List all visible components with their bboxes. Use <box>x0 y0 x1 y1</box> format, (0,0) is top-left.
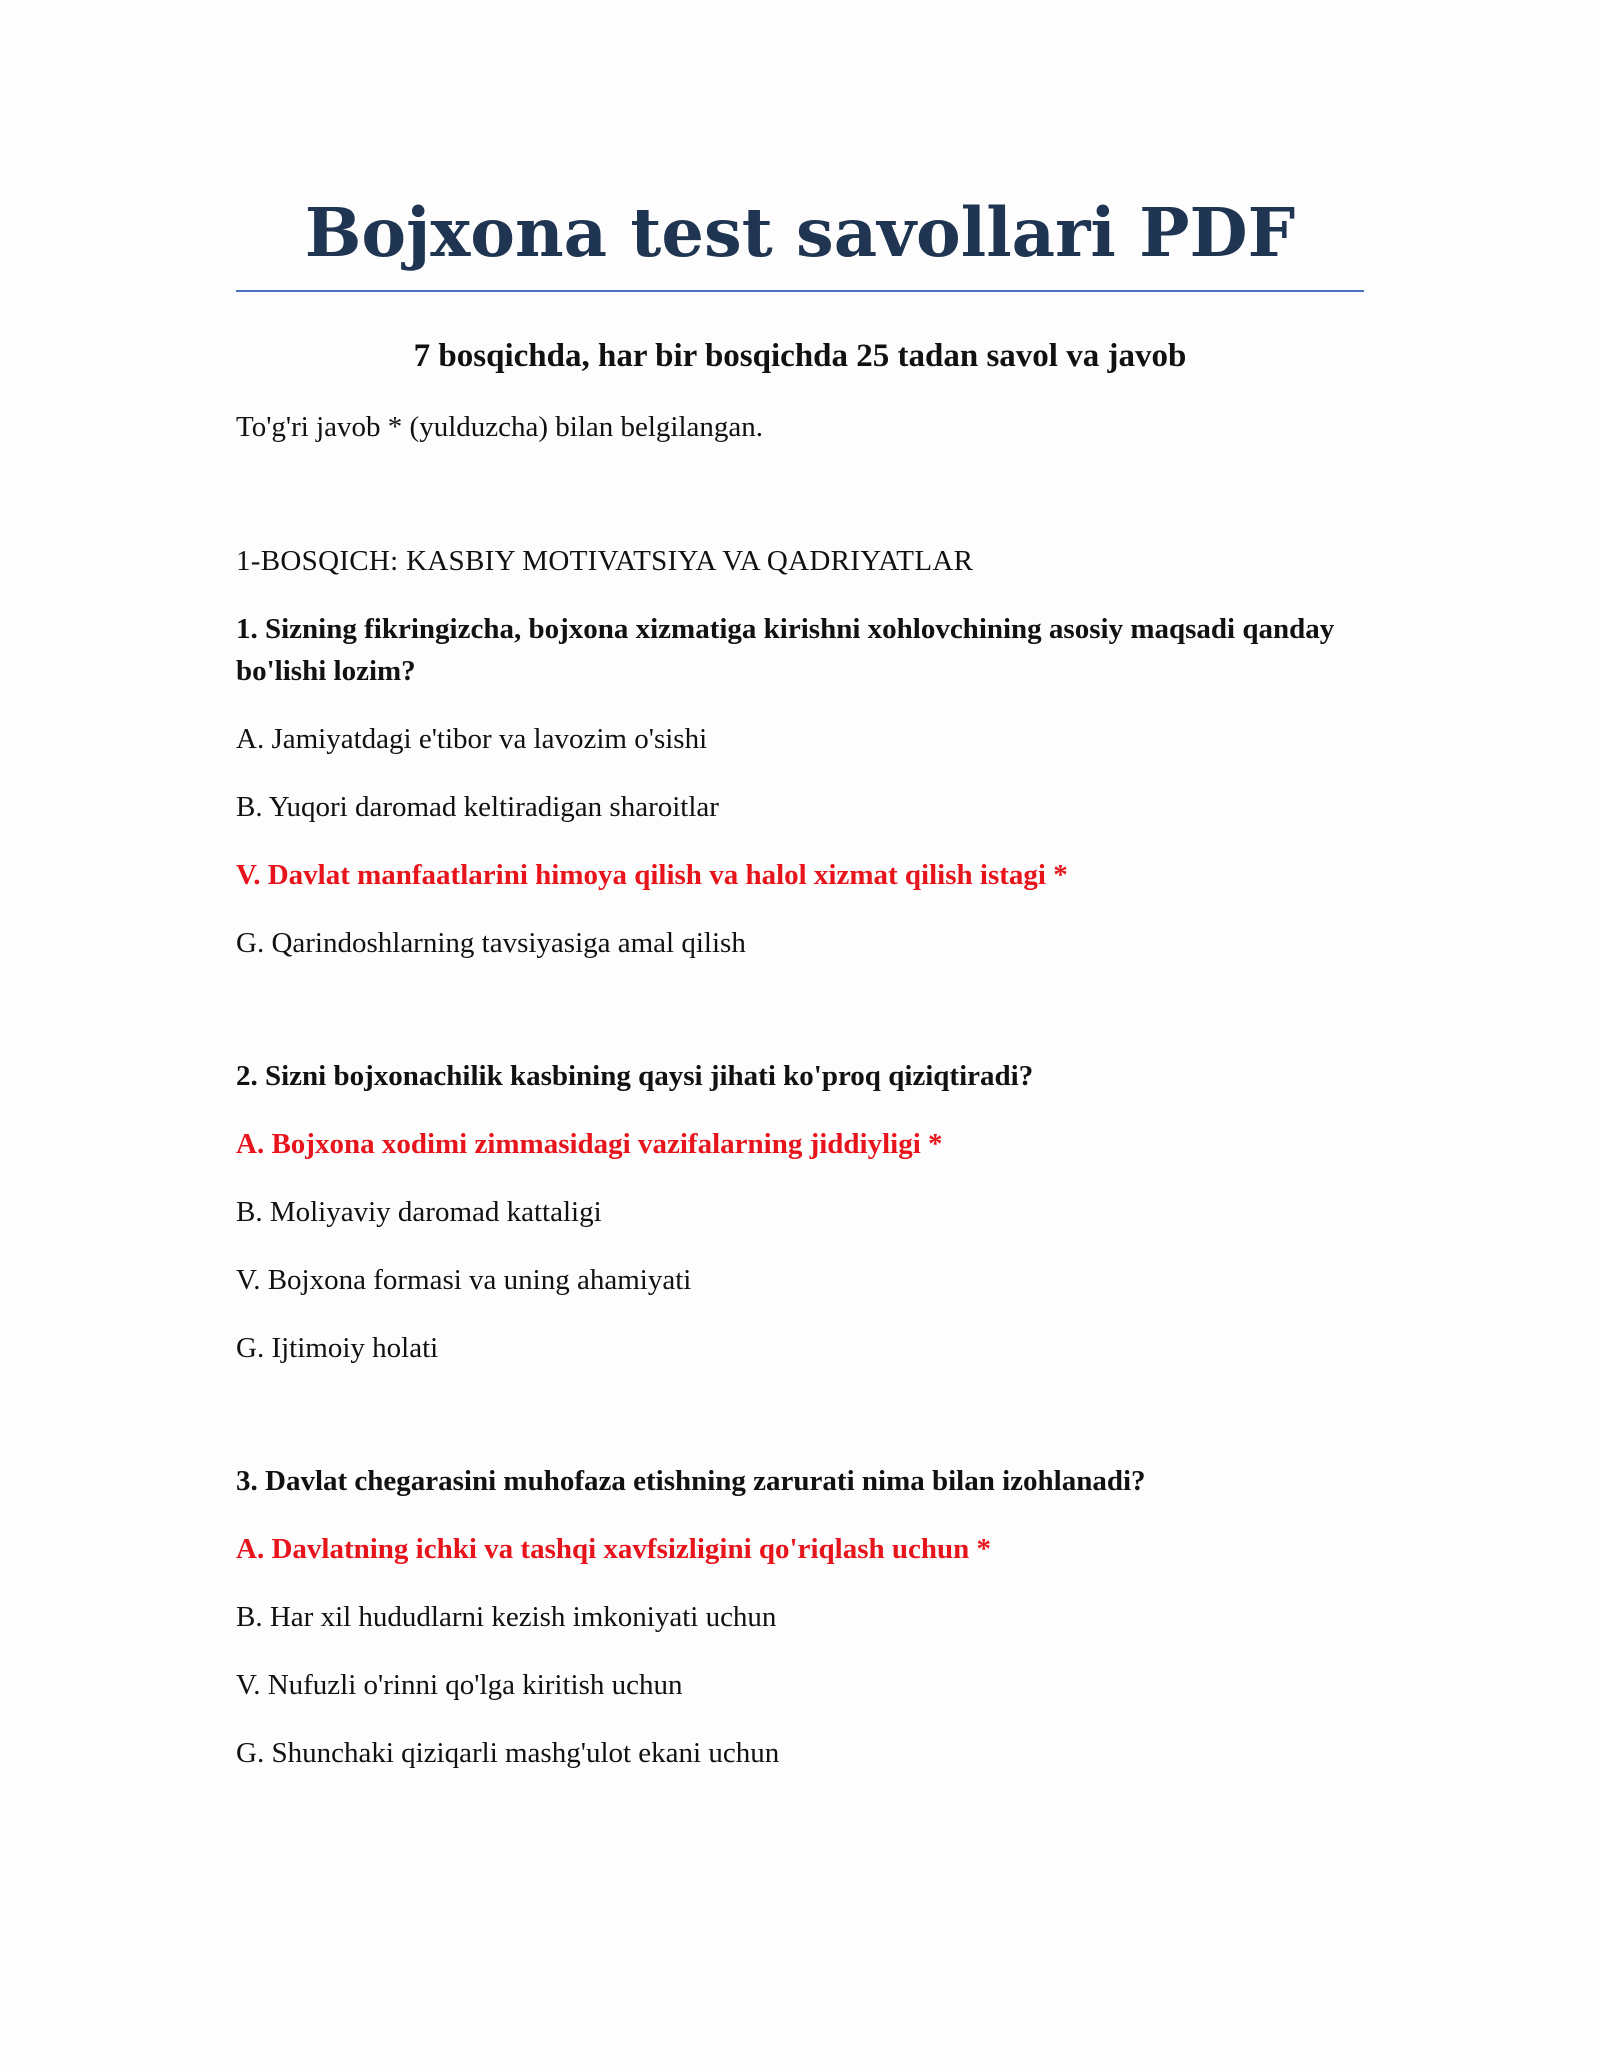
answer-option: G. Qarindoshlarning tavsiyasiga amal qilish <box>236 927 746 959</box>
title-divider <box>236 290 1364 292</box>
question-text: 1. Sizning fikringizcha, bojxona xizmatiga kirishni xohlovchining asosiy maqsadi qanday bo'lishi lozim? <box>236 613 1335 687</box>
document-title: Bojxona test savollari PDF <box>304 193 1296 272</box>
answer-option: G. Ijtimoiy holati <box>236 1332 439 1364</box>
question-block-2 <box>236 1055 1366 1395</box>
correct-answer-option: V. Davlat manfaatlarini himoya qilish va halol xizmat qilish istagi * <box>236 859 1068 891</box>
correct-answer-option: A. Davlatning ichki va tashqi xavfsizligini qo'riqlash uchun * <box>236 1533 991 1565</box>
section-heading: 1-BOSQICH: KASBIY MOTIVATSIYA VA QADRIYATLAR <box>236 545 974 577</box>
answer-option: B. Moliyaviy daromad kattaligi <box>236 1196 602 1228</box>
question-text: 2. Sizni bojxonachilik kasbining qaysi jihati ko'proq qiziqtiradi? <box>236 1060 1034 1092</box>
question-block-1 <box>236 608 1366 990</box>
answer-option: B. Har xil hududlarni kezish imkoniyati uchun <box>236 1601 777 1633</box>
answer-option: V. Nufuzli o'rinni qo'lga kiritish uchun <box>236 1669 683 1701</box>
answer-option: A. Jamiyatdagi e'tibor va lavozim o'sishi <box>236 723 708 755</box>
question-block-3 <box>236 1460 1366 1800</box>
answer-option: V. Bojxona formasi va uning ahamiyati <box>236 1264 692 1296</box>
answer-key-note: To'g'ri javob * (yulduzcha) bilan belgilangan. <box>236 411 764 443</box>
answer-option: B. Yuqori daromad keltiradigan sharoitlar <box>236 791 719 823</box>
document-subtitle: 7 bosqichda, har bir bosqichda 25 tadan savol va javob <box>413 338 1187 374</box>
question-text: 3. Davlat chegarasini muhofaza etishning zarurati nima bilan izohlanadi? <box>236 1465 1146 1497</box>
correct-answer-option: A. Bojxona xodimi zimmasidagi vazifalarning jiddiyligi * <box>236 1128 943 1160</box>
answer-option: G. Shunchaki qiziqarli mashg'ulot ekani uchun <box>236 1737 780 1769</box>
